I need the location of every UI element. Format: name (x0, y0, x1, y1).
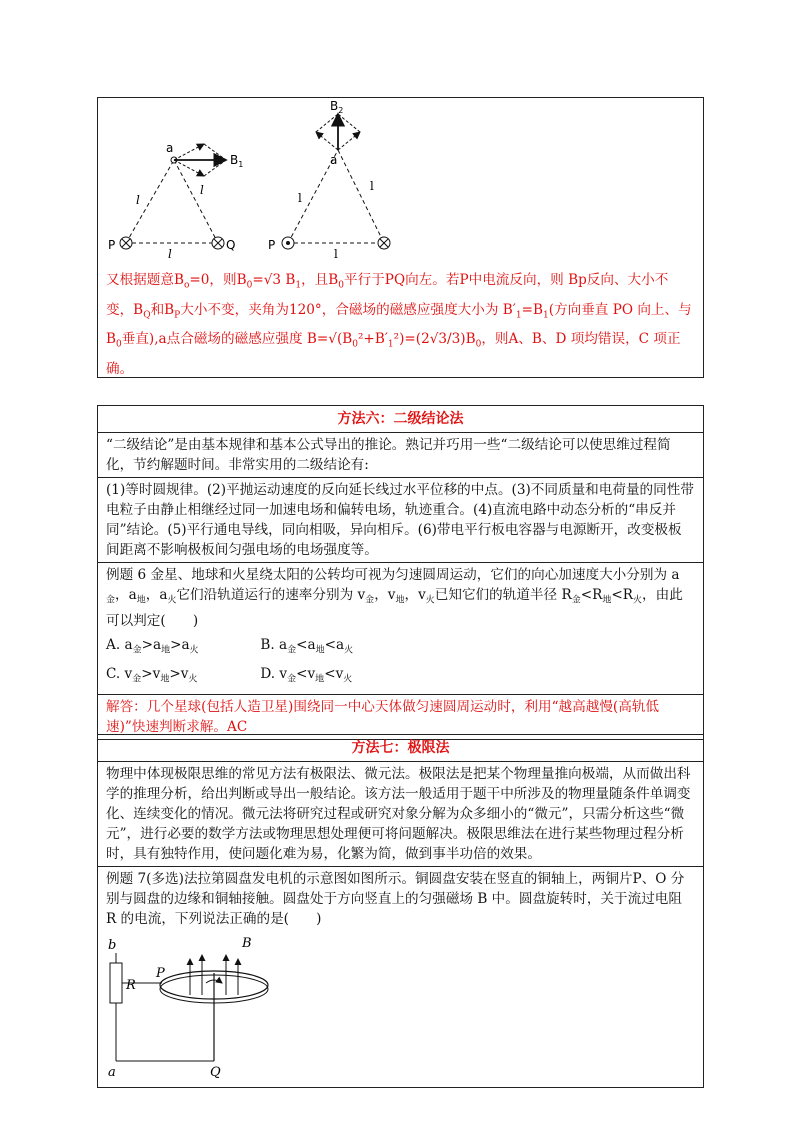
answer-text: 解答：几个星球(包括人造卫星)围绕同一中心天体做匀速圆周运动时，利用“越高越慢(高轨低速)”快速判断求解。AC (98, 694, 703, 739)
label-b-terminal: b (108, 938, 117, 953)
options-row-2 (106, 664, 695, 690)
label-p: P (156, 966, 165, 981)
label-l: l (200, 183, 204, 197)
label-b2: B (330, 99, 339, 113)
left-triangle-figure (108, 141, 243, 261)
intro-text: 物理中体现极限思维的常见方法有极限法、微元法。极限法是把某个物理量推向极端，从而做出科学的推理分析，给出判断或导出一般结论。该方法一般适用于题干中所涉及的物理量随条件单调变化、连续变化的情况。微元法将研究过程或研究对象分解为众多细小的“微元”，只需分析这些“微元”，进行必要的数学方法或物理思想处理便可将问题解决。极限思维法在进行某些物理过程分析时，具有独特作用，使问题化难为易，化繁为简，做到事半功倍的效果。 (98, 761, 703, 866)
example-question (98, 562, 703, 694)
label-l: l (334, 247, 338, 261)
magnetic-field-figure (108, 98, 438, 268)
option-d: D. $v_金<v_地<v_火$ (260, 666, 353, 686)
label-p: P (268, 238, 276, 252)
label-l: l (370, 179, 374, 193)
label-l: l (168, 247, 172, 261)
example-question (98, 866, 703, 1087)
section-title: 方法七：极限法 (351, 740, 450, 756)
conclusion-list: (1)等时圆规律。(2)平抛运动速度的反向延长线过水平位移的中点。(3)不同质量和电荷量的同性带电粒子由静止相继经过同一加速电场和偏转电场，轨迹重合。(4)直流电路中动态分析的“串反并同”结论。(5)平行通电导线，同向相吸，异向相斥。(6)带电平行板电容器与电源断开，改变极板间距离不影响极板间匀强电场的电场强度等。 (98, 477, 703, 562)
option-a: A. $a_金>a_地>a_火$ (106, 636, 199, 656)
label-l: l (136, 193, 140, 207)
faraday-disc-figure (106, 933, 306, 1083)
option-b: B. $a_金<a_地<a_火$ (260, 636, 354, 656)
solution-text: 又根据题意$B_o=0$，则$B_0=√3$ $B_1$，且$B_0$平行于PQ向左。若P中电流反向，则 Bp反向、大小不变，$B_Q$和$B_P$大小不变，夹角为120°，合磁场的磁感应强度大小为 $B'_1=B_1$(方向垂直 PO 向上、与 $B_0$垂直),a点合磁场的磁感应强度 $B=√(B_0^2+B'_1^2)=(2√3/3)B_0$，则A、B、D 项均错误，C 项正确。 (106, 272, 692, 378)
right-triangle-figure (268, 99, 390, 261)
label-r: R (126, 978, 136, 993)
label-p: P (108, 238, 116, 252)
intro-text: “二级结论”是由基本规律和基本公式导出的推论。熟记并巧用一些“二级结论可以使思维过程简化，节约解题时间。非常实用的二级结论有: (98, 432, 703, 477)
label-b1: B (230, 153, 239, 167)
label-q: Q (210, 1065, 221, 1080)
method-seven-box (97, 734, 704, 1088)
svg-text:B1: $B_1$ (230, 153, 244, 169)
svg-text:B2: $B_2$ (330, 99, 344, 115)
question-text: 例题 7(多选)法拉第圆盘发电机的示意图如图所示。铜圆盘安装在竖直的铜轴上，两铜片P、O 分别与圆盘的边缘和铜轴接触。圆盘处于方向竖直上的匀强磁场 B 中。圆盘旋转时，关于流过电阻 R 的电流，下列说法正确的是( ) (106, 871, 685, 927)
label-l: l (298, 191, 302, 205)
label-a-terminal: a (108, 1065, 116, 1080)
label-a: a (166, 141, 174, 155)
option-c: C. $v_金>v_地>v_火$ (106, 666, 198, 686)
method-six-box (97, 405, 704, 740)
section-title: 方法六：二级结论法 (337, 411, 464, 427)
label-q: Q (226, 238, 236, 252)
label-a: a (330, 153, 338, 167)
question-text: 例题 6 金星、地球和火星绕太阳的公转均可视为匀速圆周运动，它们的向心加速度大小分别为 $a_金$，$a_地$，$a_火$它们沿轨道运行的速率分别为 $v_金$，$v_地$，$v_火$已知它们的轨道半径 $R_金<R_地<R_火$，由此可以判定( ) (106, 567, 683, 629)
solution-box-1 (97, 97, 704, 378)
options-row-1 (106, 635, 695, 661)
label-b: B (242, 936, 252, 951)
